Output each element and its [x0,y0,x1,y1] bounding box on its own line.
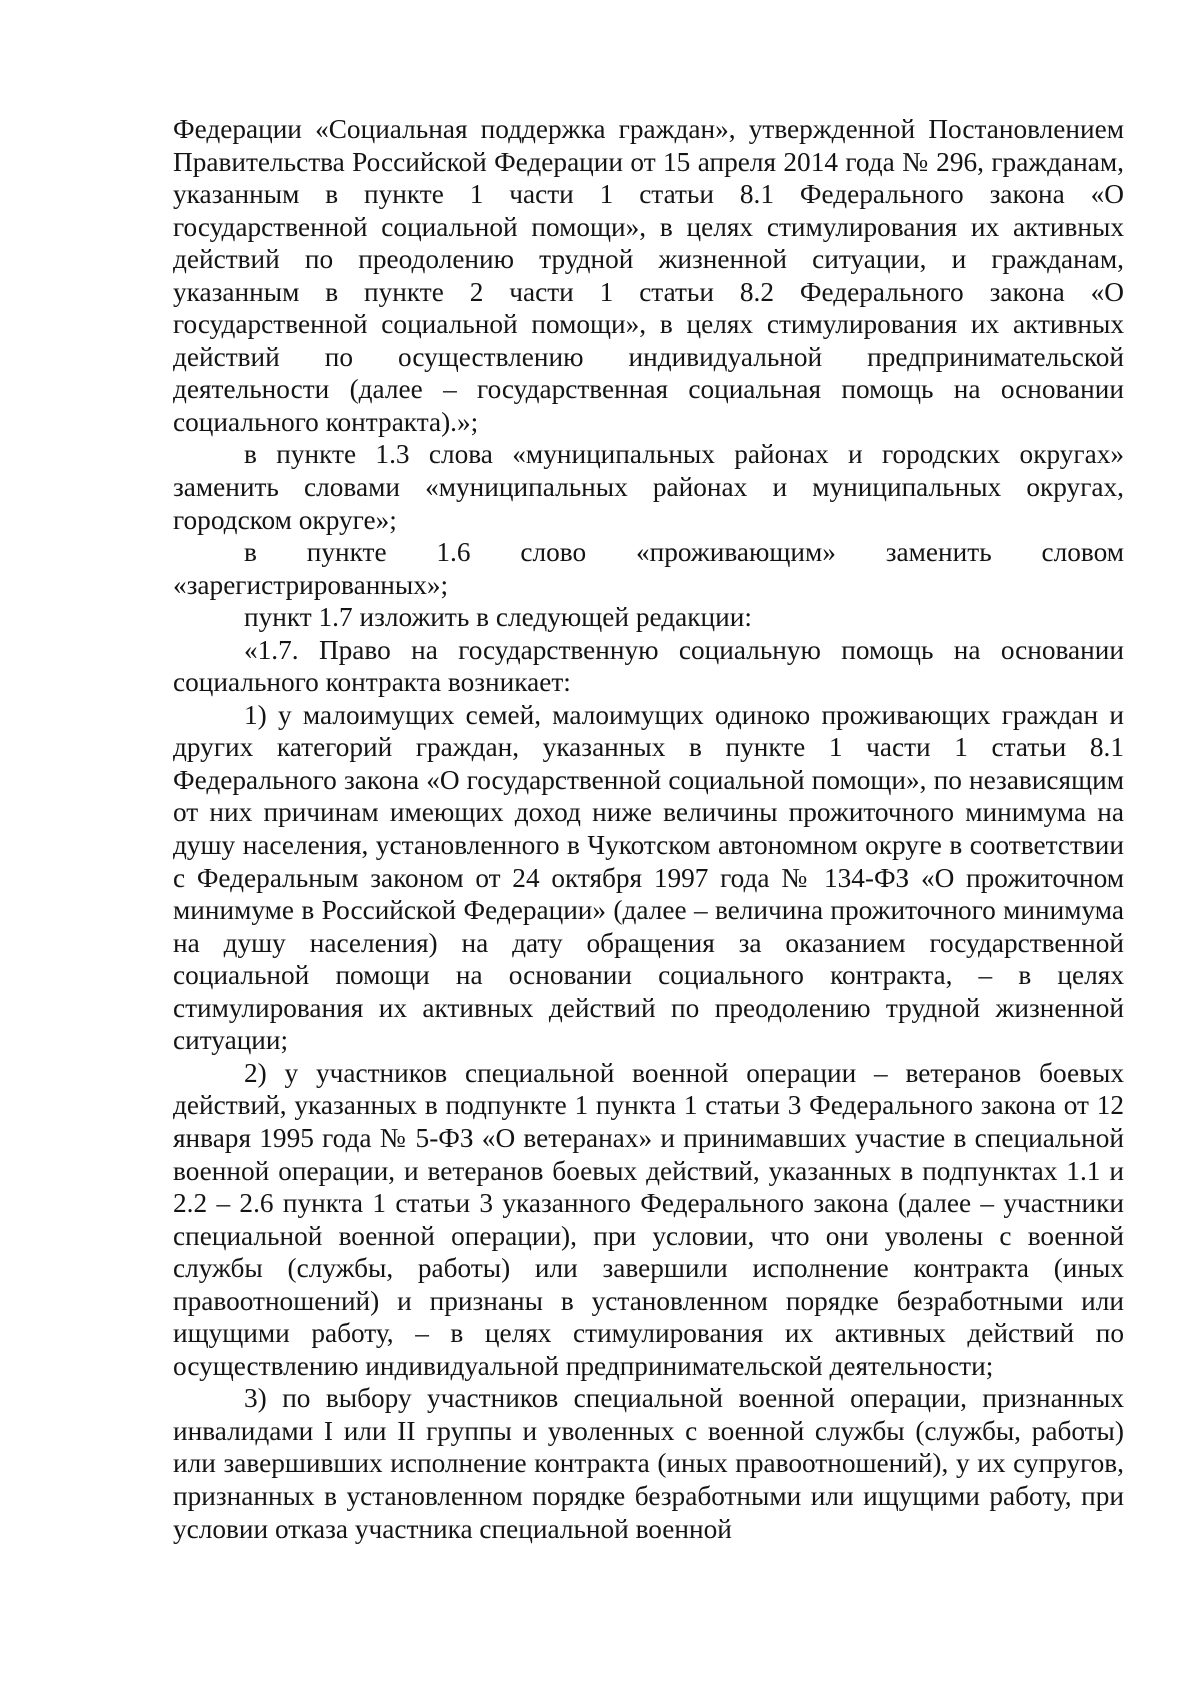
paragraph-item-1-7: «1.7. Право на государственную социальную помощь на основании социального контракта возникает: [173,634,1124,698]
document-page [173,113,1124,1545]
paragraph-item-1-3: в пункте 1.3 слова «муниципальных районах и городских округах» заменить словами «муниципальных районах и муниципальных округах, городском округе»; [173,439,1124,535]
paragraph-continuation: Федерации «Социальная поддержка граждан», утвержденной Постановлением Правительства Российской Федерации от 15 апреля 2014 года № 296, гражданам, указанным в пункте 1 части 1 статьи 8.1 Федерального закона «О государственной социальной помощи», в целях стимулирования их активных действий по преодолению трудной жизненной ситуации, и гражданам, указанным в пункте 2 части 1 статьи 8.2 Федерального закона «О государственной социальной помощи», в целях стимулирования их активных действий по осуществлению индивидуальной предпринимательской деятельности (далее – государственная социальная помощь на основании социального контракта).»; [173,114,1124,437]
paragraph-subitem-1: 1) у малоимущих семей, малоимущих одиноко проживающих граждан и других категорий граждан, указанных в пункте 1 части 1 статьи 8.1 Федерального закона «О государственной социальной помощи», по независящим от них причинам имеющих доход ниже величины прожиточного минимума на душу населения, установленного в Чукотском автономном округе в соответствии с Федеральным законом от 24 октября 1997 года № 134-ФЗ «О прожиточном минимуме в Российской Федерации» (далее – величина прожиточного минимума на душу населения) на дату обращения за оказанием государственной социальной помощи на основании социального контракта, – в целях стимулирования их активных действий по преодолению трудной жизненной ситуации; [173,699,1124,1056]
paragraph-item-1-6: в пункте 1.6 слово «проживающим» заменить словом «зарегистрированных»; [173,537,1124,600]
paragraph-subitem-2: 2) у участников специальной военной операции – ветеранов боевых действий, указанных в подпункте 1 пункта 1 статьи 3 Федерального закона от 12 января 1995 года № 5-ФЗ «О ветеранах» и принимавших участие в специальной военной операции, и ветеранов боевых действий, указанных в подпунктах 1.1 и 2.2 – 2.6 пункта 1 статьи 3 указанного Федерального закона (далее – участники специальной военной операции), при условии, что они уволены с военной службы (службы, работы) или завершили исполнение контракта (иных правоотношений) и признаны в установленном порядке безработными или ищущими работу, – в целях стимулирования их активных действий по осуществлению индивидуальной предпринимательской деятельности; [173,1057,1124,1381]
paragraph-subitem-3: 3) по выбору участников специальной военной операции, признанных инвалидами I или II группы и уволенных с военной службы (службы, работы) или завершивших исполнение контракта (иных правоотношений), у их супругов, признанных в установленном порядке безработными или ищущими работу, при условии отказа участника специальной военной [173,1383,1124,1544]
paragraph-item-1-7-intro: пункт 1.7 изложить в следующей редакции: [244,602,752,633]
